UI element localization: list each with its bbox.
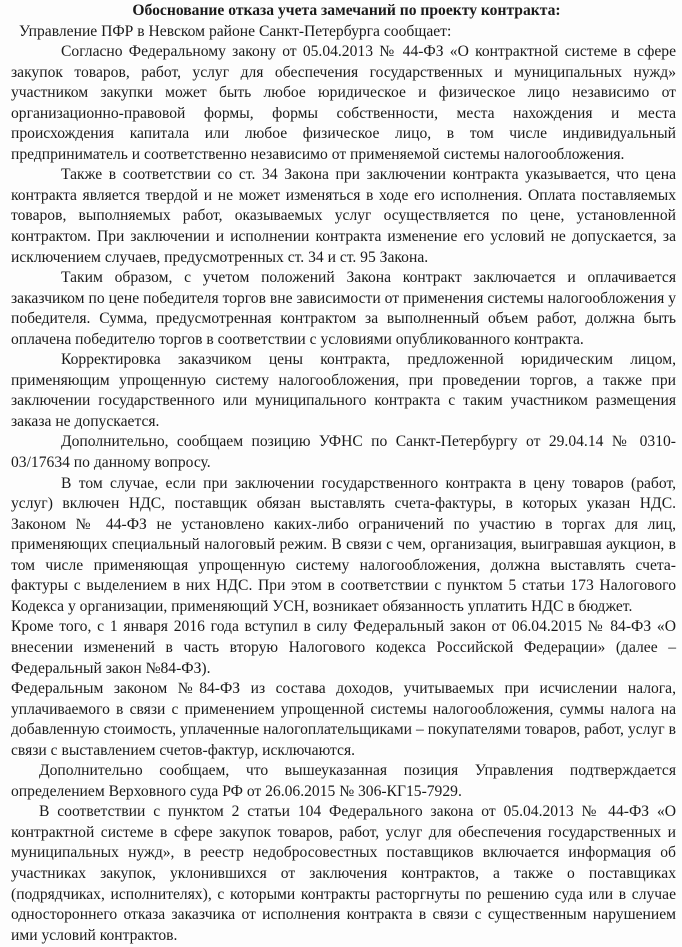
paragraph: Федеральным законом №84-ФЗ из состава доходов, учитываемых при исчислении налога, уплачиваемого в связи с применением упрощенной системы налогообложения, суммы налога на добавленную стоимость, уплаченные налогоплательщиками – покупателями товаров, работ, услуг в связи с выставлением счетов-фактур, исключаются.: [11, 680, 676, 759]
paragraph: В том случае, если при заключении государственного контракта в цену товаров (работ, услуг) включен НДС, поставщик обязан выставлять счета-фактуры, в которых указан НДС. Законом № 44-ФЗ не установлено каких-либо ограничений по участию в торгах для лиц, применяющих специальный налоговый режим. В связи с чем, организация, выигравшая аукцион, в том числе применяющая упрощенную систему налогообложения, должна выставлять счета-фактуры с выделением в них НДС. При этом в соответствии с пунктом 5 статьи 173 Налогового Кодекса у организации, применяющий УСН, возникает обязанность уплатить НДС в бюджет.: [11, 474, 676, 615]
paragraph: Кроме того, с 1 января 2016 года вступил в силу Федеральный закон от 06.04.2015 № 84-ФЗ «О внесении изменений в часть вторую Налогового кодекса Российской Федерации» (далее – Федеральный закон №84-ФЗ).: [11, 618, 676, 677]
document-title: Обоснование отказа учета замечаний по проекту контракта:: [132, 2, 561, 19]
paragraph: Дополнительно, сообщаем позицию УФНС по Санкт-Петербургу от 29.04.14 № 0310-03/17634 по данному вопросу.: [11, 433, 676, 472]
intro-line: Управление ПФР в Невском районе Санкт-Петербурга сообщает:: [19, 22, 452, 40]
paragraph: Также в соответствии со ст. 34 Закона при заключении контракта указывается, что цена контракта является твердой и не может изменяться в ходе его исполнения. Оплата поставляемых товаров, выполняемых работ, оказываемых услуг осуществляется по цене, установленной контрактом. При заключении и исполнении контракта изменение его условий не допускается, за исключением случаев, предусмотренных ст. 34 и ст. 95 Закона.: [11, 166, 676, 266]
paragraph: В соответствии с пунктом 2 статьи 104 Федерального закона от 05.04.2013 № 44-ФЗ «О контрактной системе в сфере закупок товаров, работ, услуг для обеспечения государственных и муниципальных нужд», в реестр недобросовестных поставщиков включается информация об участниках закупок, уклонившихся от заключения контрактов, а также о поставщиках (подрядчиках, исполнителях), с которыми контракты расторгнуты по решению суда или в случае одностороннего отказа заказчика от исполнения контракта в связи с существенным нарушением ими условий контрактов.: [11, 803, 676, 944]
paragraph: Согласно Федеральному закону от 05.04.2013 № 44-ФЗ «О контрактной системе в сфере закупок товаров, работ, услуг для обеспечения государственных и муниципальных нужд» участником закупки может быть любое юридическое и физическое лицо независимо от организационно-правовой формы, формы собственности, места нахождения и места происхождения капитала или любое физическое лицо, в том числе индивидуальный предприниматель и соответственно независимо от применяемой системы налогообложения.: [11, 43, 676, 163]
paragraph: Корректировка заказчиком цены контракта, предложенной юридическим лицом, применяющим упрощенную систему налогообложения, при проведении торгов, а также при заключении государственного или муниципального контракта с таким участником размещения заказа не допускается.: [11, 351, 676, 430]
paragraph: Таким образом, с учетом положений Закона контракт заключается и оплачивается заказчиком по цене победителя торгов вне зависимости от применения системы налогообложения у победителя. Сумма, предусмотренная контрактом за выполненный объем работ, должна быть оплачена победителю торгов в соответствии с условиями опубликованного контракта.: [11, 269, 676, 348]
paragraph: Дополнительно сообщаем, что вышеуказанная позиция Управления подтверждается определением Верховного суда РФ от 26.06.2015 № 306-КГ15-7929.: [11, 762, 676, 800]
